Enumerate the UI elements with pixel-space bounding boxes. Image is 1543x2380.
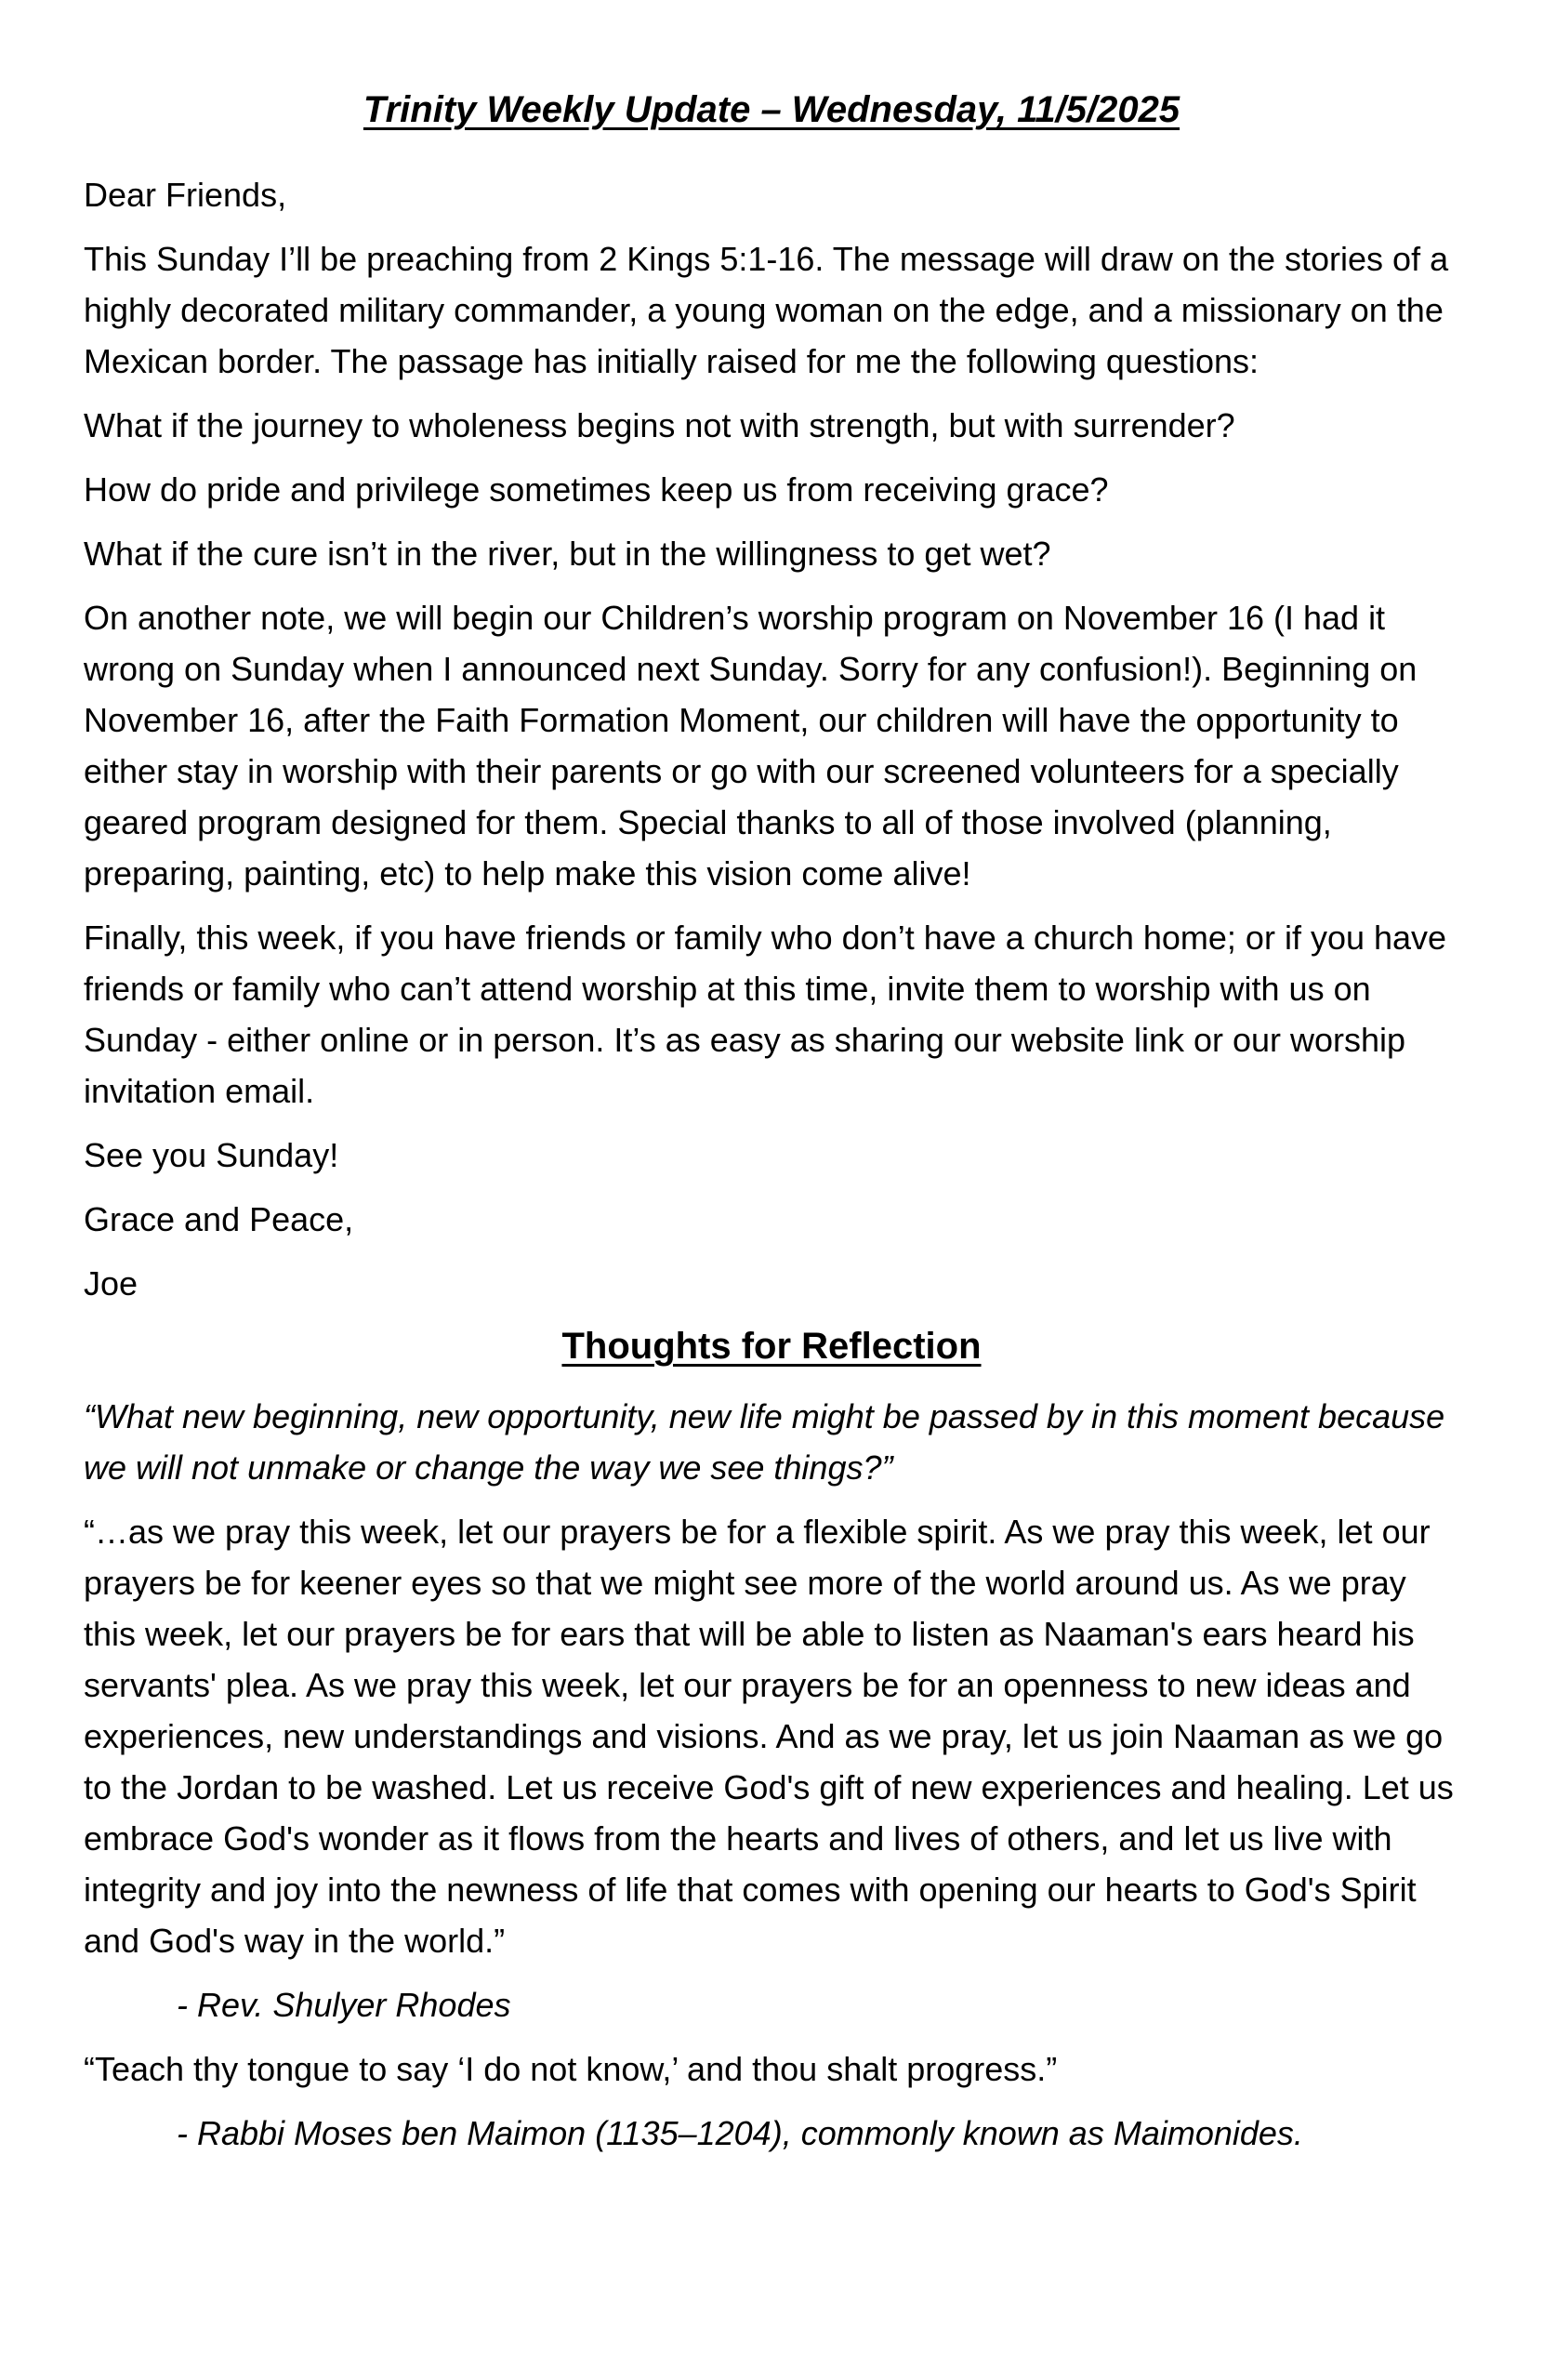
signoff: Grace and Peace, <box>84 1200 354 1238</box>
greeting: Dear Friends, <box>84 176 287 214</box>
signature: Joe <box>84 1264 138 1302</box>
children-program-paragraph: On another note, we will begin our Children’s worship program on November 16 (I had it wrong on Sunday when I announced next Sunday. Sorry for any confusion!). Beginning on November 16, after the Faith Formation Moment, our children will have the opportunity to either stay in worship with their parents or go with our screened volunteers for a specially geared program designed for them. Special thanks to all of those involved (planning, preparing, painting, etc) to help make this vision come alive! <box>84 599 1418 892</box>
newsletter-title: Trinity Weekly Update – Wednesday, 11/5/2025 <box>363 89 1180 130</box>
reflection-question-3: What if the cure isn’t in the river, but in the willingness to get wet? <box>84 535 1051 573</box>
reflection-question-2: How do pride and privilege sometimes keep us from receiving grace? <box>84 470 1109 509</box>
reflection-opening-quote: “What new beginning, new opportunity, new life might be passed by in this moment because we will not unmake or change the way we see things?” <box>84 1397 1445 1487</box>
thoughts-for-reflection-heading: Thoughts for Reflection <box>561 1326 982 1367</box>
reflection-question-1: What if the journey to wholeness begins not with strength, but with surrender? <box>84 406 1235 444</box>
closing-line: See you Sunday! <box>84 1136 339 1174</box>
maimonides-quote: “Teach thy tongue to say ‘I do not know,’ and thou shalt progress.” <box>84 2050 1058 2088</box>
reflection-long-quote: “…as we pray this week, let our prayers be for a flexible spirit. As we pray this week, let our prayers be for keener eyes so that we might see more of the world around us. As we pray this week, let our prayers be for ears that will be able to listen as Naaman's ears heard his servants' plea. As we pray this week, let our prayers be for an openness to new ideas and experiences, new understandings and visions. And as we pray, let us join Naaman as we go to the Jordan to be washed. Let us receive God's gift of new experiences and healing. Let us embrace God's wonder as it flows from the hearts and lives of others, and let us live with integrity and joy into the newness of life that comes with opening our hearts to God's Spirit and God's way in the world.” <box>84 1513 1454 1960</box>
attribution-rhodes: - Rev. Shulyer Rhodes <box>177 1986 511 2024</box>
attribution-maimonides: - Rabbi Moses ben Maimon (1135–1204), commonly known as Maimonides. <box>177 2114 1303 2152</box>
invitation-paragraph: Finally, this week, if you have friends or family who don’t have a church home; or if you have friends or family who can’t attend worship at this time, invite them to worship with us on Sunday - either online or in person. It’s as easy as sharing our website link or our worship invitation email. <box>84 919 1447 1110</box>
intro-paragraph: This Sunday I’ll be preaching from 2 Kings 5:1-16. The message will draw on the stories of a highly decorated military commander, a young woman on the edge, and a missionary on the Mexican border. The passage has initially raised for me the following questions: <box>84 240 1449 380</box>
